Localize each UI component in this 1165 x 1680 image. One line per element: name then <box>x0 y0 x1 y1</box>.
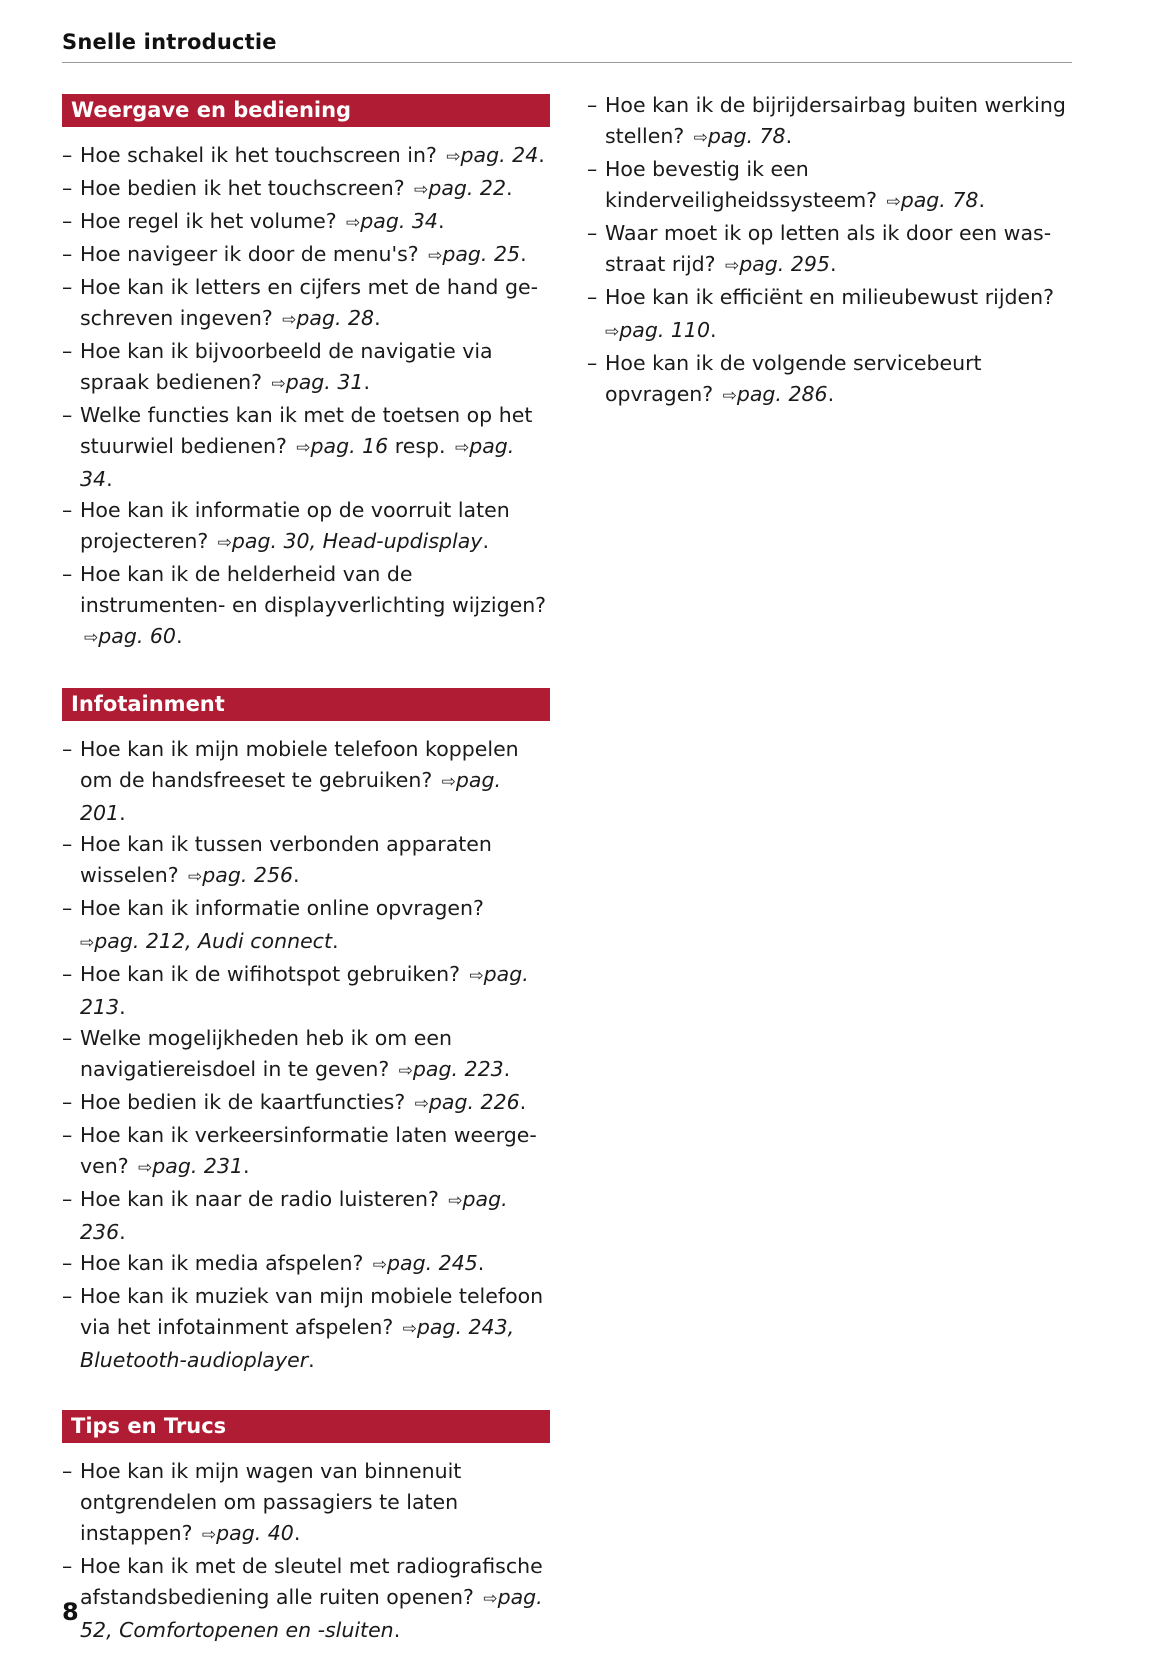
reference-suffix: . <box>363 370 370 394</box>
reference-suffix: . <box>520 242 527 266</box>
list-item <box>587 154 1077 218</box>
list-item <box>62 173 550 206</box>
page-reference-link[interactable]: pag. 34 <box>360 209 438 233</box>
page-reference-link[interactable]: pag. 52, Comfortopenen en -sluiten <box>80 1585 543 1642</box>
arrow-right-icon: ⇨ <box>340 213 361 233</box>
section-title: Infotainment <box>62 688 550 721</box>
question-text: Hoe kan ik naar de radio luisteren? <box>80 1187 439 1211</box>
reference-suffix: . <box>119 1220 126 1244</box>
reference-suffix: . <box>175 624 183 648</box>
list-item <box>62 272 550 336</box>
section-weergave-en-bediening <box>62 94 550 654</box>
question-text: Hoe kan ik media afspelen? <box>80 1251 364 1275</box>
reference-suffix: resp. <box>388 434 446 458</box>
page-reference-link[interactable]: pag. 236 <box>80 1187 508 1244</box>
reference-suffix: . <box>503 1057 511 1081</box>
page-reference-link[interactable]: pag. 243, Bluetooth-audioplayer <box>80 1315 515 1372</box>
question-text: Hoe kan ik verkeersinformatie laten weergeven? <box>80 1123 537 1178</box>
question-text: Hoe kan ik bijvoorbeeld de navigatie via spraak bedienen? <box>80 339 493 394</box>
reference-suffix: . <box>293 863 300 887</box>
faq-list <box>62 140 550 654</box>
page-reference-link[interactable]: pag. 110 <box>619 318 710 342</box>
left-column <box>62 94 550 1680</box>
question-text: Hoe kan ik mijn mobiele telefoon koppelen om de handsfreeset te gebruiken? <box>80 737 519 792</box>
page-reference-link[interactable]: pag. 286 <box>736 382 828 406</box>
arrow-right-icon: ⇨ <box>717 386 737 406</box>
question-text: Waar moet ik op letten als ik door een wasstraat rijd? <box>605 221 1052 276</box>
list-item <box>62 206 550 239</box>
reference-suffix: . <box>538 143 545 167</box>
page-reference-link[interactable]: pag. 223 <box>412 1057 504 1081</box>
arrow-right-icon: ⇨ <box>449 438 470 458</box>
reference-suffix: . <box>978 188 985 212</box>
reference-suffix: . <box>293 1521 301 1545</box>
reference-suffix: . <box>506 176 513 200</box>
arrow-right-icon: ⇨ <box>440 147 461 167</box>
list-item <box>587 348 1077 412</box>
list-item <box>62 1120 550 1184</box>
question-text: Welke functies kan ik met de toetsen op het stuurwiel bedienen? <box>80 403 533 458</box>
arrow-right-icon: ⇨ <box>477 1589 498 1609</box>
arrow-right-icon: ⇨ <box>196 1525 217 1545</box>
question-text: Hoe bedien ik de kaartfuncties? <box>80 1090 406 1114</box>
reference-suffix: . <box>482 529 489 553</box>
list-item <box>62 140 550 173</box>
question-text: Hoe kan ik efficiënt en milieubewust rijden? <box>605 285 1055 309</box>
reference-suffix: . <box>243 1154 250 1178</box>
page-header <box>62 30 1072 63</box>
list-item <box>62 734 550 829</box>
page-reference-link[interactable]: pag. 226 <box>428 1090 520 1114</box>
question-text: Hoe kan ik tussen verbonden apparaten wisselen? <box>80 832 492 887</box>
page-reference-link[interactable]: pag. 30, Head-updisplay <box>231 529 483 553</box>
arrow-right-icon: ⇨ <box>397 1319 417 1339</box>
question-text: Hoe kan ik de wifihotspot gebruiken? <box>80 962 461 986</box>
list-item <box>62 495 550 559</box>
reference-suffix: . <box>477 1251 485 1275</box>
section-infotainment <box>62 688 550 1376</box>
question-text: Hoe kan ik informatie op de voorruit laten projecteren? <box>80 498 510 553</box>
page-number: 8 <box>62 1598 79 1626</box>
page-reference-link[interactable]: pag. 40 <box>216 1521 294 1545</box>
question-text: Welke mogelijkheden heb ik om een navigatiereisdoel in te geven? <box>80 1026 452 1081</box>
list-item <box>62 1087 550 1120</box>
question-text: Hoe bedien ik het touchscreen? <box>80 176 405 200</box>
section-tips-en-trucs <box>62 1410 550 1646</box>
list-item <box>62 1248 550 1281</box>
arrow-right-icon: ⇨ <box>367 1255 388 1275</box>
faq-list <box>62 734 550 1376</box>
page-reference-link[interactable]: pag. 22 <box>428 176 507 200</box>
question-text: Hoe kan ik informatie online opvragen? <box>80 896 484 920</box>
list-item <box>587 282 1077 348</box>
arrow-right-icon: ⇨ <box>688 128 708 148</box>
page-reference-link[interactable]: pag. 78 <box>707 124 786 148</box>
list-item <box>62 893 550 959</box>
question-text: Hoe schakel ik het touchscreen in? <box>80 143 437 167</box>
page-reference-link[interactable]: pag. 201 <box>80 768 501 825</box>
arrow-right-icon: ⇨ <box>266 374 286 394</box>
arrow-right-icon: ⇨ <box>132 1158 153 1178</box>
page-reference-link[interactable]: pag. 28 <box>296 306 375 330</box>
arrow-right-icon: ⇨ <box>464 966 484 986</box>
reference-suffix: . <box>710 318 717 342</box>
list-item <box>62 400 550 495</box>
page-reference-link[interactable]: pag. 34 <box>80 434 515 491</box>
arrow-right-icon: ⇨ <box>182 867 203 887</box>
list-item <box>62 1281 550 1376</box>
list-item <box>587 90 1077 154</box>
reference-suffix: . <box>519 1090 527 1114</box>
right-column <box>587 90 1077 412</box>
page-reference-link[interactable]: pag. 245 <box>387 1251 478 1275</box>
page-reference-link[interactable]: pag. 212, Audi connect <box>94 929 332 953</box>
page-reference-link[interactable]: pag. 78 <box>900 188 979 212</box>
page-reference-link[interactable]: pag. 31 <box>285 370 364 394</box>
question-text: Hoe kan ik de bijrijdersairbag buiten werking stellen? <box>605 93 1066 148</box>
question-text: Hoe kan ik letters en cijfers met de hand geschreven ingeven? <box>80 275 538 330</box>
page-reference-link[interactable]: pag. 295 <box>739 252 830 276</box>
section-title: Weergave en bediening <box>62 94 550 127</box>
list-item <box>62 1184 550 1248</box>
reference-suffix: . <box>827 382 835 406</box>
section-title: Tips en Trucs <box>62 1410 550 1443</box>
arrow-right-icon: ⇨ <box>84 628 99 648</box>
question-text: Hoe navigeer ik door de menu's? <box>80 242 419 266</box>
question-text: Hoe kan ik de volgende servicebeurt opvragen? <box>605 351 982 406</box>
page-reference-link[interactable]: pag. 213 <box>80 962 529 1019</box>
question-text: Hoe bevestig ik een kinderveiligheidssysteem? <box>605 157 878 212</box>
reference-suffix: . <box>106 467 113 491</box>
reference-suffix: . <box>829 252 837 276</box>
faq-list <box>62 1456 550 1646</box>
page-reference-link[interactable]: pag. 60 <box>98 624 176 648</box>
arrow-right-icon: ⇨ <box>881 192 901 212</box>
list-item <box>587 218 1077 282</box>
list-item <box>62 559 550 654</box>
question-text: Hoe kan ik de helderheid van de instrumenten- en displayverlichting wijzigen? <box>80 562 547 617</box>
arrow-right-icon: ⇨ <box>719 256 740 276</box>
question-text: Hoe regel ik het volume? <box>80 209 337 233</box>
list-item <box>62 1456 550 1551</box>
list-item <box>62 336 550 400</box>
arrow-right-icon: ⇨ <box>290 438 311 458</box>
arrow-right-icon: ⇨ <box>442 1191 463 1211</box>
question-text: Hoe kan ik met de sleutel met radiografische afstandsbediening alle ruiten openen? <box>80 1554 543 1609</box>
arrow-right-icon: ⇨ <box>422 246 443 266</box>
arrow-right-icon: ⇨ <box>409 1094 429 1114</box>
page-header-title: Snelle introductie <box>62 30 277 54</box>
reference-suffix: . <box>393 1618 401 1642</box>
arrow-right-icon: ⇨ <box>212 533 232 553</box>
faq-list <box>587 90 1077 412</box>
reference-suffix: . <box>437 209 445 233</box>
question-text: Hoe kan ik mijn wagen van binnenuit ontgrendelen om passagiers te laten instappen? <box>80 1459 462 1545</box>
page-reference-link[interactable]: pag. 256 <box>202 863 294 887</box>
list-item <box>62 239 550 272</box>
arrow-right-icon: ⇨ <box>408 180 429 200</box>
page-reference-link[interactable]: pag. 25 <box>442 242 521 266</box>
page-reference-link[interactable]: pag. 24 <box>460 143 539 167</box>
list-item <box>62 829 550 893</box>
arrow-right-icon: ⇨ <box>393 1061 413 1081</box>
question-text: Hoe kan ik muziek van mijn mobiele telefoon via het infotainment afspelen? <box>80 1284 544 1339</box>
arrow-right-icon: ⇨ <box>276 310 297 330</box>
page-reference-link[interactable]: pag. 16 <box>310 434 389 458</box>
arrow-right-icon: ⇨ <box>436 772 456 792</box>
list-item <box>62 1551 550 1646</box>
reference-suffix: . <box>785 124 793 148</box>
reference-suffix: . <box>332 929 339 953</box>
list-item <box>62 1023 550 1087</box>
arrow-right-icon: ⇨ <box>80 933 95 953</box>
page-reference-link[interactable]: pag. 231 <box>152 1154 244 1178</box>
reference-suffix: . <box>119 801 126 825</box>
reference-suffix: . <box>374 306 381 330</box>
list-item <box>62 959 550 1023</box>
arrow-right-icon: ⇨ <box>605 322 620 342</box>
reference-suffix: . <box>308 1348 315 1372</box>
reference-suffix: . <box>119 995 126 1019</box>
